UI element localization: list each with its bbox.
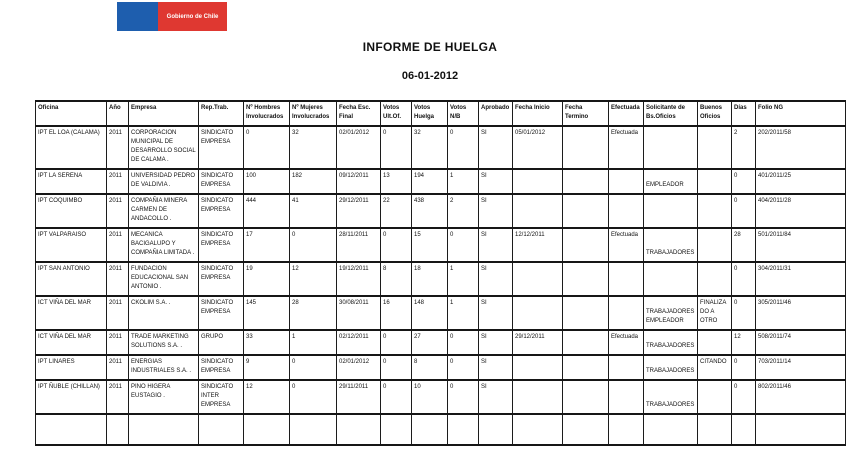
table-cell: 28	[290, 296, 337, 330]
table-cell: 2011	[107, 194, 129, 228]
table-cell	[448, 414, 479, 445]
table-cell: 0	[290, 380, 337, 414]
table-cell: SINDICATO EMPRESA	[199, 355, 244, 380]
table-cell: 2011	[107, 296, 129, 330]
table-cell: ICT VIÑA DEL MAR	[36, 330, 107, 355]
table-cell	[290, 414, 337, 445]
table-cell: 501/2011/84	[756, 228, 846, 262]
table-cell: 0	[381, 126, 412, 169]
table-cell: 19	[244, 262, 290, 296]
table-cell: 30/08/2011	[337, 296, 381, 330]
table-cell: 09/12/2011	[337, 169, 381, 194]
column-header: Votos N/B	[448, 101, 479, 126]
logo-brand-text: Gobierno de Chile	[166, 13, 219, 20]
table-cell: FINALIZADO A OTRO	[698, 296, 732, 330]
table-cell: 27	[412, 330, 448, 355]
table-cell: 0	[381, 380, 412, 414]
table-cell: 202/2011/58	[756, 126, 846, 169]
table-body	[36, 126, 846, 445]
column-header: Nº Mujeres Involucrados	[290, 101, 337, 126]
table-cell	[479, 414, 513, 445]
table-cell: 29/11/2011	[337, 380, 381, 414]
table-cell: 2011	[107, 262, 129, 296]
table-cell: 0	[381, 228, 412, 262]
column-header: Solicitante de Bs.Oficios	[644, 101, 698, 126]
table-cell: SINDICATO EMPRESA	[199, 126, 244, 169]
table-cell	[563, 194, 609, 228]
table-cell	[513, 296, 563, 330]
logo-red-block	[158, 2, 227, 31]
table-cell	[609, 380, 644, 414]
table-cell: IPT LINARES	[36, 355, 107, 380]
table-cell: 9	[244, 355, 290, 380]
table-cell: 1	[290, 330, 337, 355]
column-header: Días	[732, 101, 756, 126]
table-cell	[698, 126, 732, 169]
table-cell	[412, 414, 448, 445]
table-cell: IPT LA SERENA	[36, 169, 107, 194]
table-cell: SI	[479, 262, 513, 296]
table-cell: 0	[381, 355, 412, 380]
table-row	[36, 380, 846, 414]
table-cell	[609, 262, 644, 296]
logo-blue-block	[117, 2, 158, 31]
table-cell: TRABAJADORES	[644, 355, 698, 380]
table-cell	[644, 262, 698, 296]
table-cell: 2011	[107, 228, 129, 262]
table-row	[36, 126, 846, 169]
table-cell: SI	[479, 169, 513, 194]
table-cell: 2	[732, 126, 756, 169]
table-cell: Efectuada	[609, 228, 644, 262]
column-header: Votos Ult.Of.	[381, 101, 412, 126]
table-cell: 0	[732, 380, 756, 414]
table-cell: 0	[732, 355, 756, 380]
page-title: INFORME DE HUELGA	[362, 40, 498, 54]
table-cell: 18	[412, 262, 448, 296]
table-cell: 32	[412, 126, 448, 169]
table-cell	[756, 414, 846, 445]
table-cell: 28/11/2011	[337, 228, 381, 262]
table-cell: CKOLIM S.A. .	[129, 296, 199, 330]
table-cell: MECANICA BACIGALUPO Y COMPAÑIA LIMITADA .	[129, 228, 199, 262]
table-cell: 12	[290, 262, 337, 296]
table-cell: 444	[244, 194, 290, 228]
table-cell: 2011	[107, 380, 129, 414]
table-cell: 0	[448, 228, 479, 262]
table-cell: CITANDO	[698, 355, 732, 380]
table-cell: 02/12/2011	[337, 330, 381, 355]
column-header: Fecha Inicio	[513, 101, 563, 126]
table-cell	[199, 414, 244, 445]
table-cell	[698, 414, 732, 445]
table-cell: 508/2011/74	[756, 330, 846, 355]
table-cell: 8	[381, 262, 412, 296]
table-cell	[698, 169, 732, 194]
table-cell: IPT ÑUBLE (CHILLAN)	[36, 380, 107, 414]
header-row	[36, 101, 846, 126]
table-cell: COMPAÑIA MINERA CARMEN DE ANDACOLLO .	[129, 194, 199, 228]
table-cell	[513, 414, 563, 445]
column-header: Fecha Termino	[563, 101, 609, 126]
table-row	[36, 228, 846, 262]
table-cell: ENERGIAS INDUSTRIALES S.A. .	[129, 355, 199, 380]
table-cell: TRADE MARKETING SOLUTIONS S.A. .	[129, 330, 199, 355]
table-row	[36, 169, 846, 194]
report-date: 06-01-2012	[401, 70, 459, 82]
table-cell: 100	[244, 169, 290, 194]
column-header: Folio NG	[756, 101, 846, 126]
table-cell: 0	[448, 380, 479, 414]
table-cell: SI	[479, 228, 513, 262]
table-cell: 12	[732, 330, 756, 355]
table-cell: 0	[448, 355, 479, 380]
table-cell: EMPLEADOR	[644, 169, 698, 194]
table-cell: 194	[412, 169, 448, 194]
table-cell: 10	[412, 380, 448, 414]
table-cell: 2011	[107, 169, 129, 194]
table-row	[36, 262, 846, 296]
table-cell: 0	[732, 169, 756, 194]
table-cell	[644, 194, 698, 228]
table-cell	[609, 355, 644, 380]
table-cell	[563, 355, 609, 380]
table-cell	[698, 262, 732, 296]
table-cell: 0	[290, 228, 337, 262]
table-cell: TRABAJADORES	[644, 330, 698, 355]
table-cell	[563, 330, 609, 355]
table-cell: TRABAJADORES	[644, 380, 698, 414]
table-cell: 17	[244, 228, 290, 262]
table-cell: IPT VALPARAISO	[36, 228, 107, 262]
table-row	[36, 296, 846, 330]
table-cell: 33	[244, 330, 290, 355]
table-cell: 28	[732, 228, 756, 262]
table-cell	[337, 414, 381, 445]
table-cell: CORPORACION MUNICIPAL DE DESARROLLO SOCIAL DE CALAMA .	[129, 126, 199, 169]
column-header: Fecha Esc. Final	[337, 101, 381, 126]
column-header: Aprobado	[479, 101, 513, 126]
table-cell: 8	[412, 355, 448, 380]
table-cell	[609, 414, 644, 445]
table-cell: PINO HIGERA EUSTAGIO .	[129, 380, 199, 414]
gobierno-de-chile-logo	[117, 2, 227, 31]
table-cell: SINDICATO EMPRESA	[199, 169, 244, 194]
table-cell: FUNDACION EDUCACIONAL SAN ANTONIO .	[129, 262, 199, 296]
column-header: Rep.Trab.	[199, 101, 244, 126]
table-cell: Efectuada	[609, 330, 644, 355]
table-cell: 0	[732, 194, 756, 228]
table-cell	[698, 380, 732, 414]
column-header: Nº Hombres Involucrados	[244, 101, 290, 126]
column-header: Buenos Oficios	[698, 101, 732, 126]
table-cell	[698, 330, 732, 355]
table-cell	[107, 414, 129, 445]
table-cell: 2	[448, 194, 479, 228]
table-cell: TRABAJADORES	[644, 228, 698, 262]
table-cell	[563, 228, 609, 262]
table-cell: GRUPO	[199, 330, 244, 355]
table-cell	[244, 414, 290, 445]
table-cell	[644, 126, 698, 169]
table-cell: SI	[479, 126, 513, 169]
table-cell: 2011	[107, 330, 129, 355]
table-cell: ICT VIÑA DEL MAR	[36, 296, 107, 330]
table-cell: 29/12/2011	[513, 330, 563, 355]
table-cell: 29/12/2011	[337, 194, 381, 228]
table-cell: UNIVERSIDAD PEDRO DE VALDIVIA .	[129, 169, 199, 194]
table-cell: 1	[448, 169, 479, 194]
table-cell	[563, 262, 609, 296]
table-header	[36, 101, 846, 126]
table-cell	[563, 296, 609, 330]
table-cell	[513, 194, 563, 228]
table-cell	[609, 169, 644, 194]
table-cell: SI	[479, 296, 513, 330]
table-cell: SINDICATO EMPRESA	[199, 194, 244, 228]
table-cell: 182	[290, 169, 337, 194]
table-cell: 13	[381, 169, 412, 194]
table-cell	[513, 169, 563, 194]
table-cell: 145	[244, 296, 290, 330]
strike-report-table	[35, 100, 846, 446]
table-cell: IPT COQUIMBO	[36, 194, 107, 228]
table-cell	[732, 414, 756, 445]
table-cell: SI	[479, 194, 513, 228]
table-cell: SINDICATO EMPRESA	[199, 262, 244, 296]
table-cell: 12/12/2011	[513, 228, 563, 262]
column-header: Oficina	[36, 101, 107, 126]
table-cell: 2011	[107, 126, 129, 169]
table-cell	[563, 169, 609, 194]
table-cell: 1	[448, 262, 479, 296]
table-cell: 304/2011/31	[756, 262, 846, 296]
table-cell: 401/2011/25	[756, 169, 846, 194]
table-cell: 0	[290, 355, 337, 380]
table-cell: SINDICATO INTER EMPRESA	[199, 380, 244, 414]
table-cell: 0	[448, 330, 479, 355]
column-header: Votos Huelga	[412, 101, 448, 126]
table-cell: SI	[479, 355, 513, 380]
table-row	[36, 194, 846, 228]
table-cell: 22	[381, 194, 412, 228]
table-cell: 32	[290, 126, 337, 169]
table-cell: 2011	[107, 355, 129, 380]
table-cell: SINDICATO EMPRESA	[199, 228, 244, 262]
table-cell: 404/2011/28	[756, 194, 846, 228]
table-cell: 305/2011/46	[756, 296, 846, 330]
table-cell	[381, 414, 412, 445]
table-cell: 802/2011/46	[756, 380, 846, 414]
table-cell: 438	[412, 194, 448, 228]
table-row	[36, 355, 846, 380]
table-cell: SI	[479, 330, 513, 355]
column-header: Efectuada	[609, 101, 644, 126]
table-cell: 02/01/2012	[337, 126, 381, 169]
table-cell	[644, 414, 698, 445]
table-row	[36, 414, 846, 445]
column-header: Año	[107, 101, 129, 126]
table-cell	[563, 414, 609, 445]
strike-report-table-wrap	[35, 100, 846, 446]
table-cell	[36, 414, 107, 445]
table-cell: 41	[290, 194, 337, 228]
table-cell	[563, 380, 609, 414]
table-cell	[129, 414, 199, 445]
table-cell: 02/01/2012	[337, 355, 381, 380]
table-cell: 16	[381, 296, 412, 330]
table-cell	[698, 194, 732, 228]
table-cell: 0	[732, 296, 756, 330]
table-cell: 12	[244, 380, 290, 414]
table-cell: 1	[448, 296, 479, 330]
table-cell	[698, 228, 732, 262]
table-cell	[609, 296, 644, 330]
table-cell: 15	[412, 228, 448, 262]
table-cell: 148	[412, 296, 448, 330]
table-cell: SINDICATO EMPRESA	[199, 296, 244, 330]
table-cell: IPT SAN ANTONIO	[36, 262, 107, 296]
table-cell: 703/2011/14	[756, 355, 846, 380]
table-cell	[563, 126, 609, 169]
table-cell: 0	[448, 126, 479, 169]
table-cell	[609, 194, 644, 228]
table-cell	[513, 380, 563, 414]
table-cell: TRABAJADORES EMPLEADOR	[644, 296, 698, 330]
table-cell: 19/12/2011	[337, 262, 381, 296]
table-cell: SI	[479, 380, 513, 414]
table-cell	[513, 355, 563, 380]
table-cell: 0	[381, 330, 412, 355]
table-cell: 05/01/2012	[513, 126, 563, 169]
column-header: Empresa	[129, 101, 199, 126]
table-row	[36, 330, 846, 355]
table-cell	[513, 262, 563, 296]
table-cell: 0	[244, 126, 290, 169]
table-cell: 0	[732, 262, 756, 296]
table-cell: IPT EL LOA (CALAMA)	[36, 126, 107, 169]
table-cell: Efectuada	[609, 126, 644, 169]
